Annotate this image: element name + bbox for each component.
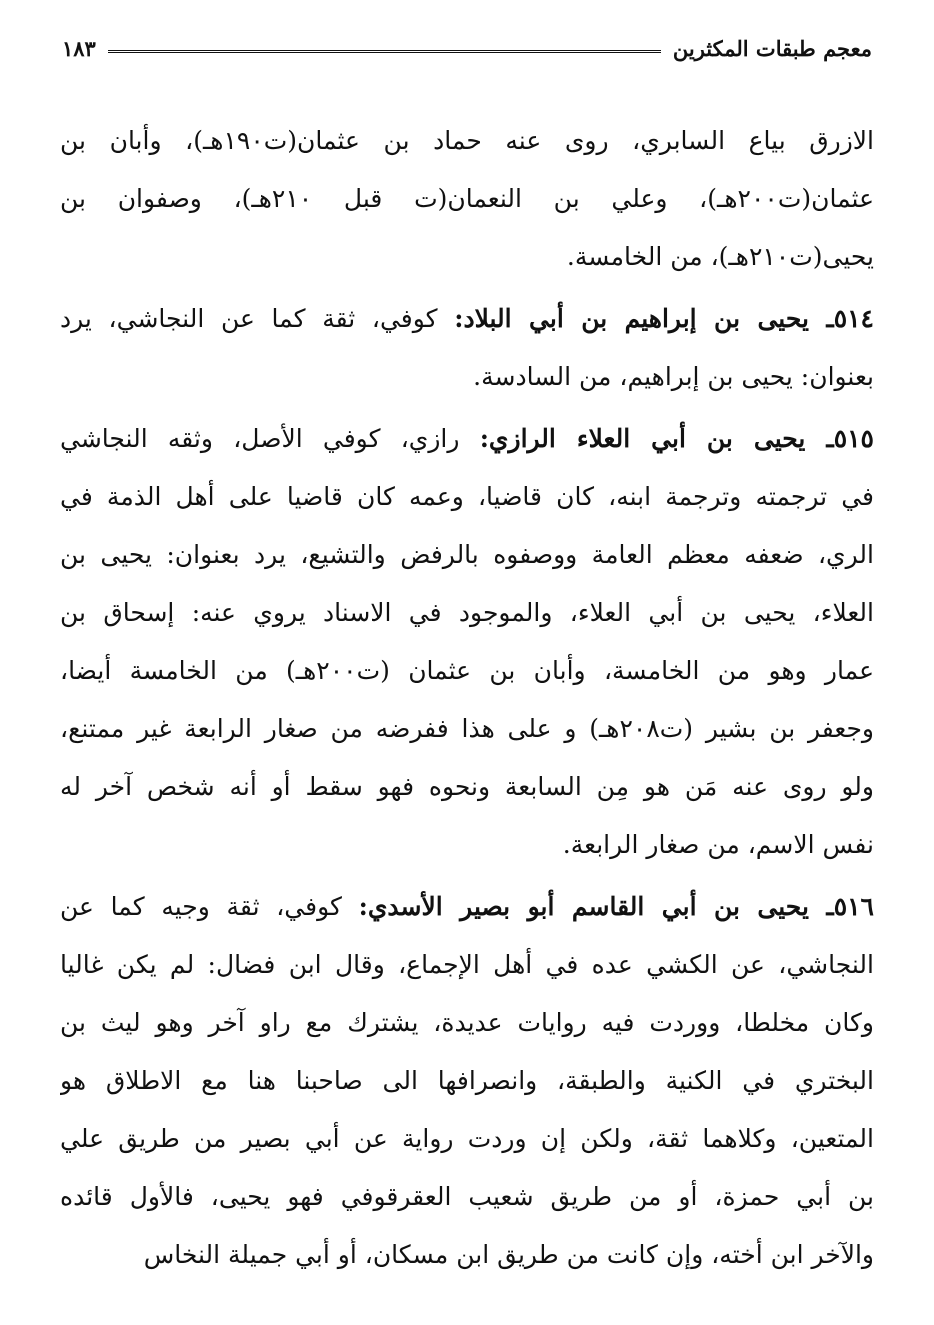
line-text: بعنوان: يحيى بن إبراهيم، من السادسة. xyxy=(473,362,874,391)
entry-heading: ٥١٦ـ يحيى بن أبي القاسم أبو بصير الأسدي: xyxy=(358,892,874,921)
line-text: في ترجمته وترجمة ابنه، كان قاضيا، وعمه كان قاضيا على أهل الذمة في xyxy=(60,482,874,511)
line-text: بن أبي حمزة، أو من طريق شعيب العقرقوفي فهو يحيى، فالأول قائده xyxy=(60,1182,874,1211)
paragraph xyxy=(60,112,874,286)
line-text: رازي، كوفي الأصل، وثقه النجاشي xyxy=(60,424,480,453)
line-text: المتعين، وكلاهما ثقة، ولكن إن وردت رواية عن أبي بصير من طريق علي xyxy=(60,1124,874,1153)
text-line xyxy=(60,526,874,584)
line-text: الري، ضعفه معظم العامة ووصفوه بالرفض والتشيع، يرد بعنوان: يحيى بن xyxy=(60,540,874,569)
text-line xyxy=(60,410,874,468)
line-text: نفس الاسم، من صغار الرابعة. xyxy=(562,830,874,859)
line-text: وجعفر بن بشير (ت٢٠٨هـ) و على هذا ففرضه من صغار الرابعة غير ممتنع، xyxy=(60,714,874,743)
line-text: عثمان(ت٢٠٠هـ)، وعلي بن النعمان(ت قبل ٢١٠هـ)، وصفوان بن xyxy=(60,184,874,213)
text-line xyxy=(60,936,874,994)
line-text: والآخر ابن أخته، وإن كانت من طريق ابن مسكان، أو أبي جميلة النخاس xyxy=(143,1240,874,1269)
text-line xyxy=(60,1052,874,1110)
text-line xyxy=(60,878,874,936)
running-header xyxy=(62,28,872,68)
text-line xyxy=(60,1168,874,1226)
text-line xyxy=(60,584,874,642)
line-text: كوفي، ثقة وجيه كما عن xyxy=(60,892,359,921)
text-line xyxy=(60,170,874,228)
text-line xyxy=(60,816,874,874)
paragraph xyxy=(60,878,874,1284)
line-text: العلاء، يحيى بن أبي العلاء، والموجود في الاسناد يروي عنه: إسحاق بن xyxy=(60,598,874,627)
text-line xyxy=(60,1110,874,1168)
text-line xyxy=(60,112,874,170)
text-line xyxy=(60,290,874,348)
text-line xyxy=(60,228,874,286)
text-line xyxy=(60,994,874,1052)
line-text: البختري في الكنية والطبقة، وانصرافها الى صاحبنا هنا مع الاطلاق هو xyxy=(60,1066,874,1095)
page-number: ١٨٣ xyxy=(62,35,96,61)
paragraph xyxy=(60,410,874,874)
entry-heading: ٥١٤ـ يحيى بن إبراهيم بن أبي البلاد: xyxy=(454,304,874,333)
line-text: النجاشي، عن الكشي عده في أهل الإجماع، وقال ابن فضال: لم يكن غاليا xyxy=(60,950,874,979)
text-line xyxy=(60,468,874,526)
text-line xyxy=(60,700,874,758)
book-title: معجم طبقات المكثرين xyxy=(672,35,872,61)
paragraph xyxy=(60,290,874,406)
entry-heading: ٥١٥ـ يحيى بن أبي العلاء الرازي: xyxy=(479,424,874,453)
text-line xyxy=(60,1226,874,1284)
line-text: الازرق بياع السابري، روى عنه حماد بن عثمان(ت١٩٠هـ)، وأبان بن xyxy=(60,126,874,155)
line-text: عمار وهو من الخامسة، وأبان بن عثمان (ت٢٠٠هـ) من الخامسة أيضا، xyxy=(60,656,874,685)
text-line xyxy=(60,642,874,700)
header-rule xyxy=(108,50,661,53)
line-text: ولو روى عنه مَن هو مِن السابعة ونحوه فهو سقط أو أنه شخص آخر له xyxy=(60,772,874,801)
text-line xyxy=(60,348,874,406)
line-text: يحيى(ت٢١٠هـ)، من الخامسة. xyxy=(566,242,874,271)
text-line xyxy=(60,758,874,816)
line-text: كوفي، ثقة كما عن النجاشي، يرد xyxy=(60,304,455,333)
line-text: وكان مخلطا، ووردت فيه روايات عديدة، يشترك مع راو آخر وهو ليث بن xyxy=(60,1008,874,1037)
text-body xyxy=(60,112,874,1288)
